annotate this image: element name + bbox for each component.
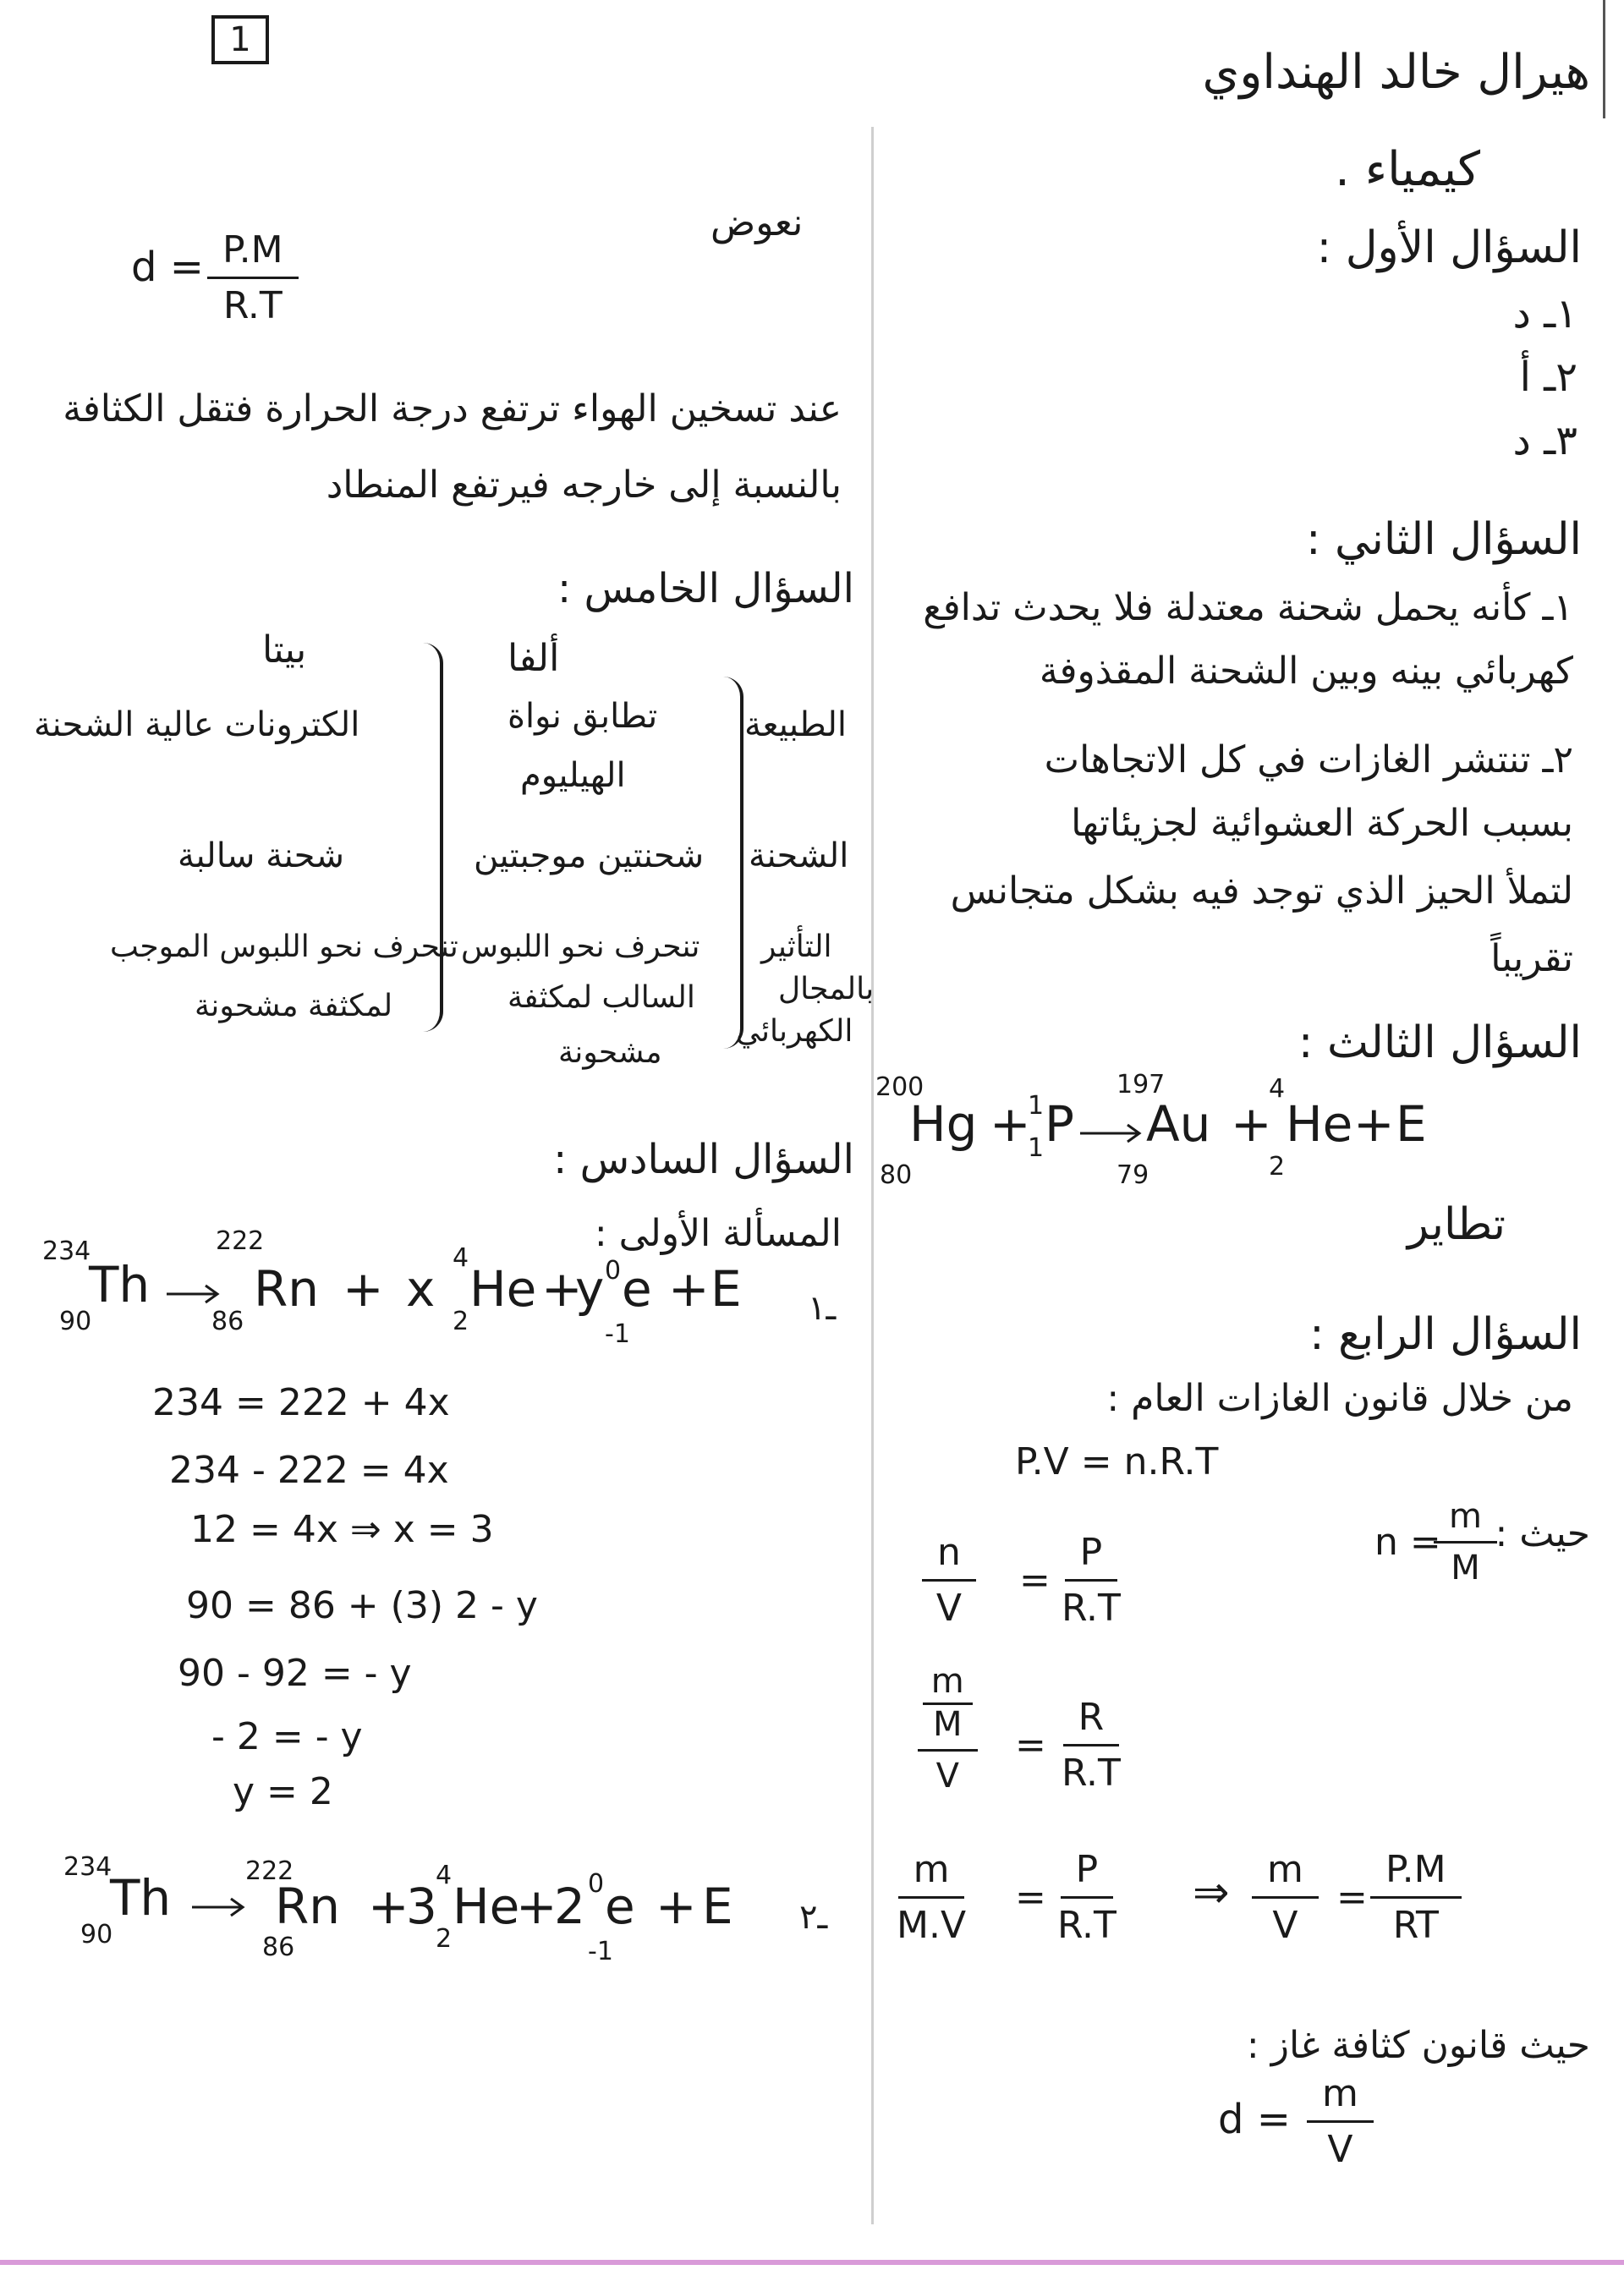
q4-n-denominator: M [1451, 1549, 1480, 1587]
q6-step-2: 234 - 222 = 4x [169, 1449, 449, 1492]
q4-f3-denominator: M.V [897, 1904, 967, 1947]
density-numerator: P.M [207, 228, 299, 279]
he-number: 2 [453, 1307, 469, 1336]
reaction-arrow-icon [165, 1281, 224, 1307]
q5-alpha-effect-2: السالب لمكثفة [508, 980, 695, 1015]
q4-n-lhs: n = [1374, 1521, 1441, 1564]
page-bottom-line [0, 2260, 1624, 2265]
he-mass: 4 [453, 1243, 469, 1273]
reaction-arrow-icon [190, 1894, 250, 1920]
hg-mass: 200 [875, 1072, 924, 1102]
q4-f2-left [918, 1662, 978, 1796]
q5-row-effect-1: التأثير [761, 929, 832, 964]
implies-icon: ⇒ [1193, 1867, 1230, 1918]
hg-number: 80 [880, 1160, 913, 1190]
he-symbol: He [1286, 1095, 1353, 1153]
q4-d-lhs: d = [1218, 2096, 1291, 2143]
he-mass: 4 [436, 1861, 453, 1890]
q1-answer-2: ٢ـ أ [1519, 354, 1577, 401]
rn-symbol: Rn [275, 1878, 341, 1935]
student-name: هيرال خالد الهنداوي [1202, 45, 1590, 100]
q4-f1-numerator: n [922, 1531, 976, 1582]
q4-f1-right [1062, 1531, 1121, 1630]
q4-f3-result-right-numerator: P.M [1370, 1848, 1462, 1899]
q5-alpha-nature-2: الهيليوم [520, 756, 626, 795]
q1-answer-1: ١ـ د [1512, 290, 1577, 337]
q5-alpha-nature-1: تطابق نواة [508, 697, 658, 736]
q5-alpha-effect-3: مشحونة [558, 1035, 662, 1070]
subject-title: كيمياء . [1335, 142, 1480, 197]
plus-sign: + [516, 1878, 557, 1935]
he-number: 2 [1269, 1152, 1286, 1182]
he-mass: 4 [1269, 1074, 1286, 1104]
plus-sign: + [1353, 1095, 1395, 1153]
plus-sign: + [656, 1878, 697, 1935]
energy-symbol: E [702, 1878, 733, 1935]
p-number: 1 [1028, 1133, 1045, 1163]
energy-symbol: E [1396, 1095, 1427, 1153]
electron-number: -1 [588, 1937, 613, 1966]
substitute-label: نعوض [710, 201, 804, 244]
q6-step-6: - 2 = - y [211, 1715, 363, 1758]
q2-answer-2-line-4: تقريباً [1490, 937, 1573, 980]
q5-col-alpha: ألفا [508, 637, 560, 680]
rn-number: 86 [211, 1307, 244, 1336]
rn-mass: 222 [216, 1226, 265, 1256]
density-denominator: R.T [222, 284, 283, 327]
q4-f3-result-left [1252, 1848, 1319, 1947]
density-lhs: d = [131, 244, 204, 291]
q4-f3-result-right-denominator: RT [1392, 1904, 1439, 1947]
density-fraction [207, 228, 299, 327]
reaction-arrow-icon [1078, 1121, 1146, 1146]
q5-brace-rows [723, 677, 743, 1049]
au-number: 79 [1116, 1160, 1149, 1190]
plus-sign: + [343, 1260, 384, 1318]
plus-sign: + [541, 1260, 583, 1318]
q4-f3-right [1057, 1848, 1116, 1947]
rn-number: 86 [262, 1933, 295, 1962]
q4-title: السؤال الرابع : [1309, 1309, 1582, 1360]
q5-alpha-effect-1: تنحرف نحو اللبوس [461, 929, 700, 964]
plus-sign: + [668, 1260, 710, 1318]
th-mass: 234 [63, 1852, 112, 1882]
page-number: 1 [229, 20, 251, 59]
q5-beta-effect-2: لمكثفة مشحونة [195, 989, 393, 1023]
th-number: 90 [80, 1920, 113, 1949]
th-symbol: Th [110, 1869, 172, 1927]
q4-intro: من خلال قانون الغازات العام : [1106, 1377, 1573, 1420]
he-symbol: He [453, 1878, 520, 1935]
q4-f3-equals-2: = [1336, 1876, 1368, 1919]
plus-sign: + [990, 1095, 1031, 1153]
q5-row-nature: الطبيعة [744, 705, 847, 744]
q4-d-numerator: m [1307, 2072, 1374, 2123]
plus-sign: + [1231, 1095, 1272, 1153]
q6-item-number-1: ـ١ [808, 1289, 837, 1328]
balloon-explanation-line-2: بالنسبة إلى خارجه فيرتفع المنطاد [326, 463, 842, 507]
th-symbol: Th [89, 1256, 151, 1313]
q4-f3-numerator: m [898, 1848, 965, 1899]
electron-mass: 0 [605, 1256, 622, 1286]
energy-symbol: E [710, 1260, 742, 1318]
q6-step-3: 12 = 4x ⇒ x = 3 [190, 1508, 494, 1551]
q4-f2-right-denominator: R.T [1062, 1752, 1121, 1795]
q5-beta-nature: الكترونات عالية الشحنة [34, 705, 360, 744]
q2-answer-2-line-2: بسبب الحركة العشوائية لجزيئاتها [1071, 802, 1573, 845]
electron-number: -1 [605, 1319, 630, 1349]
q6-item-number-2: ـ٢ [799, 1898, 828, 1937]
q4-d-fraction [1307, 2072, 1374, 2171]
q5-beta-effect-1: تنحرف نحو اللبوس الموجب [110, 929, 458, 964]
electron-mass: 0 [588, 1869, 605, 1899]
q6-step-1: 234 = 222 + 4x [152, 1381, 450, 1424]
q4-f2-m: m [923, 1662, 973, 1705]
rn-mass: 222 [245, 1856, 294, 1886]
page-number-box [211, 15, 269, 64]
q1-answer-3: ٣ـ د [1512, 417, 1577, 464]
q4-where: حيث : [1495, 1512, 1590, 1555]
q5-col-beta: بيتا [262, 628, 307, 672]
q6-step-4: 90 = 86 + (3) 2 - y [186, 1584, 538, 1627]
q4-f1-right-numerator: P [1065, 1531, 1118, 1582]
q4-gas-law: P.V = n.R.T [1015, 1440, 1219, 1483]
q4-f1-equals: = [1019, 1559, 1051, 1602]
q6-problem-1: المسألة الأولى : [594, 1212, 842, 1255]
coef-x: x [406, 1260, 436, 1318]
q4-f1-denominator: V [935, 1587, 962, 1630]
q2-answer-2-line-3: لتملأ الحيز الذي توجد فيه بشكل متجانس [950, 869, 1573, 913]
coef-y: y [575, 1260, 605, 1318]
rn-symbol: Rn [254, 1260, 320, 1318]
q4-f1-left [922, 1531, 976, 1630]
q5-row-effect-3: الكهربائي [736, 1014, 853, 1049]
q1-title: السؤال الأول : [1316, 222, 1582, 273]
column-divider [871, 127, 874, 2224]
q5-alpha-charge: شحنتين موجبتين [474, 836, 705, 875]
q4-n-fraction [1434, 1497, 1497, 1587]
q4-f3-left [897, 1848, 966, 1947]
electron-symbol: e [605, 1878, 635, 1935]
q4-f3-equals: = [1015, 1876, 1046, 1919]
q5-title: السؤال الخامس : [557, 565, 854, 612]
q4-f3-result-denominator: V [1272, 1904, 1298, 1947]
q4-f2-equals: = [1015, 1724, 1046, 1767]
q4-f2-right [1062, 1696, 1121, 1795]
he-symbol: He [469, 1260, 537, 1318]
q4-n-numerator: m [1434, 1497, 1497, 1543]
q4-density-law: حيث قانون كثافة غاز : [1246, 2024, 1590, 2067]
q4-f3-right-numerator: P [1061, 1848, 1114, 1899]
coef-he: 3 [406, 1878, 437, 1935]
th-mass: 234 [42, 1236, 91, 1266]
q2-title: السؤال الثاني : [1306, 514, 1582, 565]
au-mass: 197 [1116, 1070, 1166, 1099]
balloon-explanation-line-1: عند تسخين الهواء ترتفع درجة الحرارة فتقل الكثافة [63, 387, 842, 430]
electron-symbol: e [622, 1260, 652, 1318]
q4-f2-right-numerator: R [1063, 1696, 1120, 1746]
plus-sign: + [368, 1878, 409, 1935]
q4-d-denominator: V [1327, 2128, 1353, 2171]
q4-f3-result-right [1370, 1848, 1462, 1947]
q6-step-5: 90 - 92 = - y [178, 1652, 412, 1695]
q5-beta-charge: شحنة سالبة [178, 836, 344, 875]
q5-row-charge: الشحنة [749, 836, 849, 875]
q4-f3-right-denominator: R.T [1057, 1904, 1116, 1947]
q3-answer: تطاير [1407, 1199, 1506, 1250]
q6-title: السؤال السادس : [553, 1136, 854, 1183]
p-symbol: P [1045, 1095, 1074, 1153]
q5-row-effect-2: بالمجال [778, 972, 875, 1006]
au-symbol: Au [1146, 1095, 1211, 1153]
q4-f3-result-numerator: m [1252, 1848, 1319, 1899]
q4-f1-right-denominator: R.T [1062, 1587, 1121, 1630]
p-mass: 1 [1028, 1091, 1045, 1121]
q4-f2-denominator: V [935, 1757, 959, 1796]
th-number: 90 [59, 1307, 92, 1336]
he-number: 2 [436, 1924, 453, 1954]
paper-edge [1603, 0, 1605, 118]
q2-answer-1-line-1: ١ـ كأنه يحمل شحنة معتدلة فلا يحدث تدافع [923, 586, 1573, 629]
coef-e: 2 [554, 1878, 585, 1935]
q5-brace-alpha [423, 643, 443, 1032]
q4-f2-M: M [918, 1705, 978, 1752]
q6-step-7: y = 2 [233, 1770, 333, 1813]
q2-answer-2-line-1: ٢ـ تنتشر الغازات في كل الاتجاهات [1044, 738, 1573, 781]
q3-title: السؤال الثالث : [1298, 1017, 1582, 1068]
hg-symbol: Hg [909, 1095, 978, 1153]
q2-answer-1-line-2: كهربائي بينه وبين الشحنة المقذوفة [1039, 650, 1573, 693]
